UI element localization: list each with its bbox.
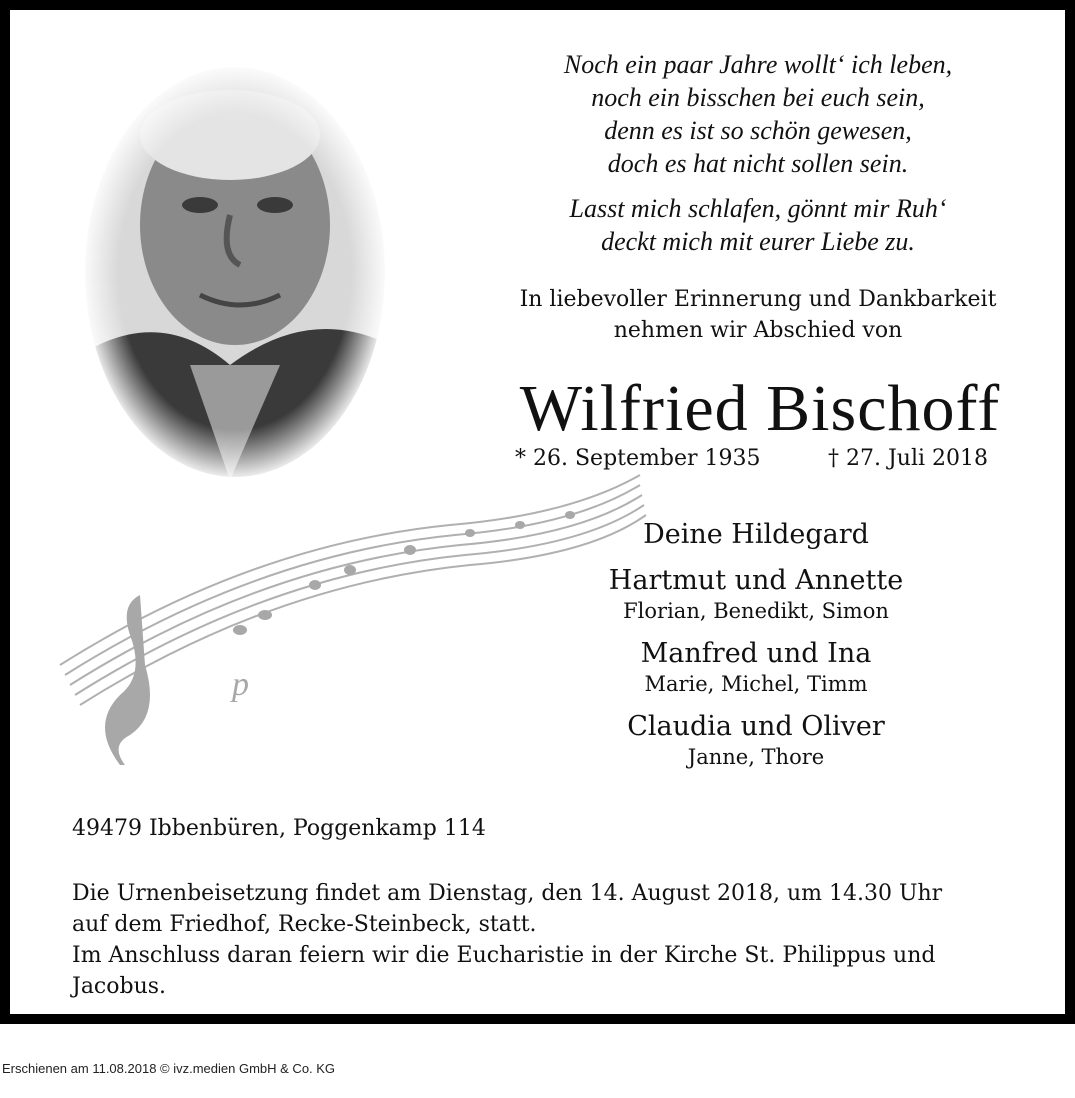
- intro-text: [488, 284, 1028, 346]
- family-main: Deine Hildegard: [643, 519, 869, 550]
- notice-line: Im Anschluss daran feiern wir die Eucharistie in der Kirche St. Philippus und: [72, 943, 936, 968]
- family-group: [570, 710, 942, 771]
- family-list: [570, 518, 942, 783]
- family-children: Florian, Benedikt, Simon: [623, 599, 889, 623]
- family-main: Manfred und Ina: [640, 638, 872, 669]
- poem-line: doch es hat nicht sollen sein.: [607, 149, 909, 178]
- notice-line: Jacobus.: [72, 974, 167, 999]
- poem-line: Lasst mich schlafen, gönnt mir Ruh‘: [569, 194, 947, 223]
- notice-line: Die Urnenbeisetzung findet am Dienstag, den 14. August 2018, um 14.30 Uhr: [72, 881, 943, 906]
- family-group: [570, 518, 942, 552]
- intro-line: nehmen wir Abschied von: [613, 318, 903, 343]
- svg-text:p: p: [232, 666, 249, 703]
- family-group: [570, 564, 942, 625]
- poem-line: Noch ein paar Jahre wollt‘ ich leben,: [563, 50, 953, 79]
- birth-date: * 26. September 1935: [515, 446, 761, 471]
- death-date: † 27. Juli 2018: [828, 446, 989, 471]
- address: 49479 Ibbenbüren, Poggenkamp 114: [72, 816, 486, 841]
- family-children: Marie, Michel, Timm: [644, 672, 868, 696]
- poem: [488, 48, 1028, 258]
- deceased-name: Wilfried Bischoff: [519, 372, 1001, 445]
- music-staff-decoration: [50, 465, 650, 795]
- notice-line: auf dem Friedhof, Recke-Steinbeck, statt.: [72, 912, 537, 937]
- poem-stanza-2: [488, 192, 1028, 258]
- publication-footer: Erschienen am 11.08.2018 © ivz.medien GmbH & Co. KG: [2, 1061, 336, 1076]
- intro-line: In liebevoller Erinnerung und Dankbarkeit: [519, 287, 997, 312]
- poem-stanza-1: [488, 48, 1028, 180]
- funeral-notice: [72, 878, 1032, 1002]
- family-main: Hartmut und Annette: [608, 565, 904, 596]
- family-children: Janne, Thore: [687, 745, 825, 769]
- poem-line: noch ein bisschen bei euch sein,: [591, 83, 925, 112]
- poem-line: denn es ist so schön gewesen,: [604, 116, 912, 145]
- family-group: [570, 637, 942, 698]
- portrait-photo: [80, 65, 390, 480]
- poem-line: deckt mich mit eurer Liebe zu.: [601, 227, 915, 256]
- family-main: Claudia und Oliver: [627, 711, 885, 742]
